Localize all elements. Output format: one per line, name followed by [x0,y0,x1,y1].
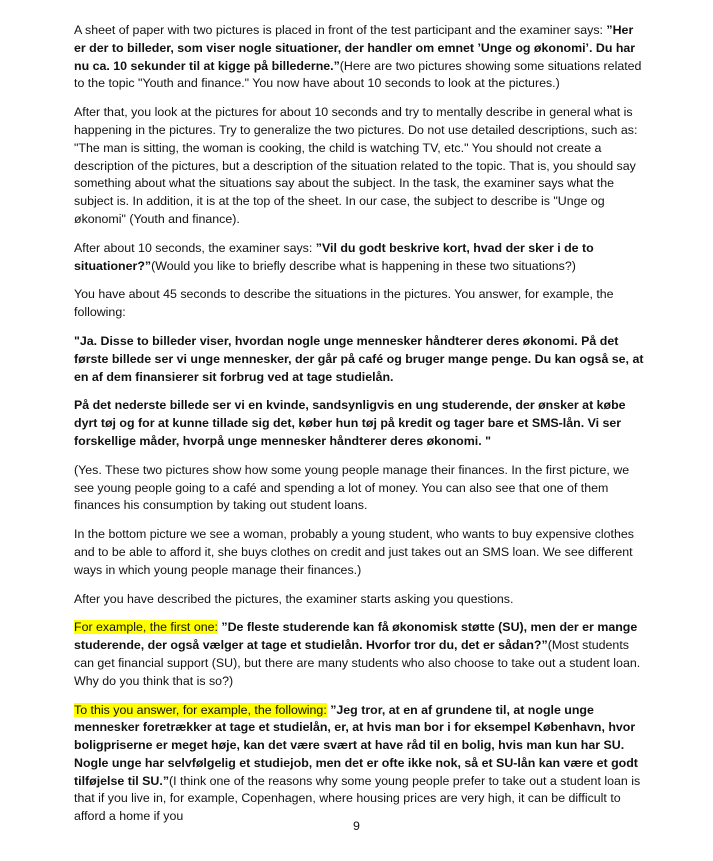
first-question-english: (Most students can get financial support (SU), but there are many students who also choose to take out a student loan. Why do you think that is so?) [74,638,641,688]
paragraph-first-answer [74,702,648,827]
examiner-quote-danish: ”Her er der to billeder, som viser nogle situationer, der handler om emnet ’Unge og økonomi’. Du har nu ca. 10 sekunder til at kigge på billederne.” [74,23,636,73]
highlighted-label-answer: To this you answer, for example, the following: [74,702,327,717]
examiner-question-english: (Would you like to briefly describe what is happening in these two situations?) [151,258,576,273]
paragraph-answer-english-2: In the bottom picture we see a woman, probably a young student, who wants to buy expensive clothes and to be able to afford it, she buys clothes on credit and just takes out an SMS loan. We see different ways in which young people manage their finances.) [74,527,634,577]
paragraph-examiner-intro: After about 10 seconds, the examiner says: [74,240,316,255]
examiner-quote-english: (Here are two pictures showing some situations related to the topic "Youth and finance." You now have about 10 seconds to look at the pictures.) [74,58,642,91]
document-body [74,22,648,837]
paragraph-answer-english-1: (Yes. These two pictures show how some young people manage their finances. In the first picture, we see young people going to a café and spending a lot of money. You can also see that one of them finances his consumption by taking out student loans. [74,462,630,513]
paragraph-time-note: You have about 45 seconds to describe the situations in the pictures. You answer, for example, the following: [74,287,614,320]
first-answer-danish: ”Jeg tror, at en af grundene til, at nogle unge mennesker foretrækker at tage et studielån, er, at hvis man bor i for eksempel København, hvor boligpriserne er meget høje, kan det være svært at have råd til en bolig, hvis man kun har SU. Nogle unge har selvfølgelig et studiejob, men det er ofte ikke nok, så et SU-lån kan være et godt tilføjelse til SU.” [74,702,638,788]
paragraph-answer-danish-2: På det nederste billede ser vi en kvinde, sandsynligvis en ung studerende, der ønsker at købe dyrt tøj og for at kunne tillade sig det, køber hun tøj på kredit og tager bare et SMS-lån. Vi ser forskellige måder, hvorpå unge mennesker håndterer deres økonomi. " [74,398,626,448]
paragraph-questions-start: After you have described the pictures, the examiner starts asking you questions. [74,591,514,606]
highlighted-label-first-question: For example, the first one: [74,620,218,635]
page-number: 9 [353,819,360,833]
paragraph-instructions: After that, you look at the pictures for about 10 seconds and try to mentally describe in general what is happening in the pictures. Try to generalize the two pictures. Do not use detailed descriptions, such as: "The man is sitting, the woman is cooking, the child is watching TV, etc." You should not create a description of the pictures, but a description of the situation related to the topic. That is, you should say something about what the situations say about the subject. In the task, the examiner says what the subject is. In addition, it is at the top of the sheet. In our case, the subject to describe is "Unge og økonomi" (Youth and finance). [74,105,638,226]
first-answer-english: (I think one of the reasons why some young people prefer to take out a student loan is that if you live in, for example, Copenhagen, where housing prices are very high, it can be difficult to afford a home if you [74,773,641,824]
paragraph-answer-danish-1: "Ja. Disse to billeder viser, hvordan nogle unge mennesker håndterer deres økonomi. På det første billede ser vi unge mennesker, der går på café og bruger mange penge. Du kan også se, at en af dem finansierer sit forbrug ved at tage studielån. [74,333,644,384]
paragraph-intro-text: A sheet of paper with two pictures is placed in front of the test participant and the examiner says: [74,23,607,37]
first-question-danish: ”De fleste studerende kan få økonomisk støtte (SU), men der er mange studerende, der også vælger at tage et studielån. Hvorfor tror du, det er sådan?” [74,620,638,653]
paragraph-intro [74,22,648,93]
examiner-question-danish: ”Vil du godt beskrive kort, hvad der sker i de to situationer?” [74,240,594,273]
paragraph-first-question [74,619,648,690]
paragraph-examiner-question [74,240,648,276]
